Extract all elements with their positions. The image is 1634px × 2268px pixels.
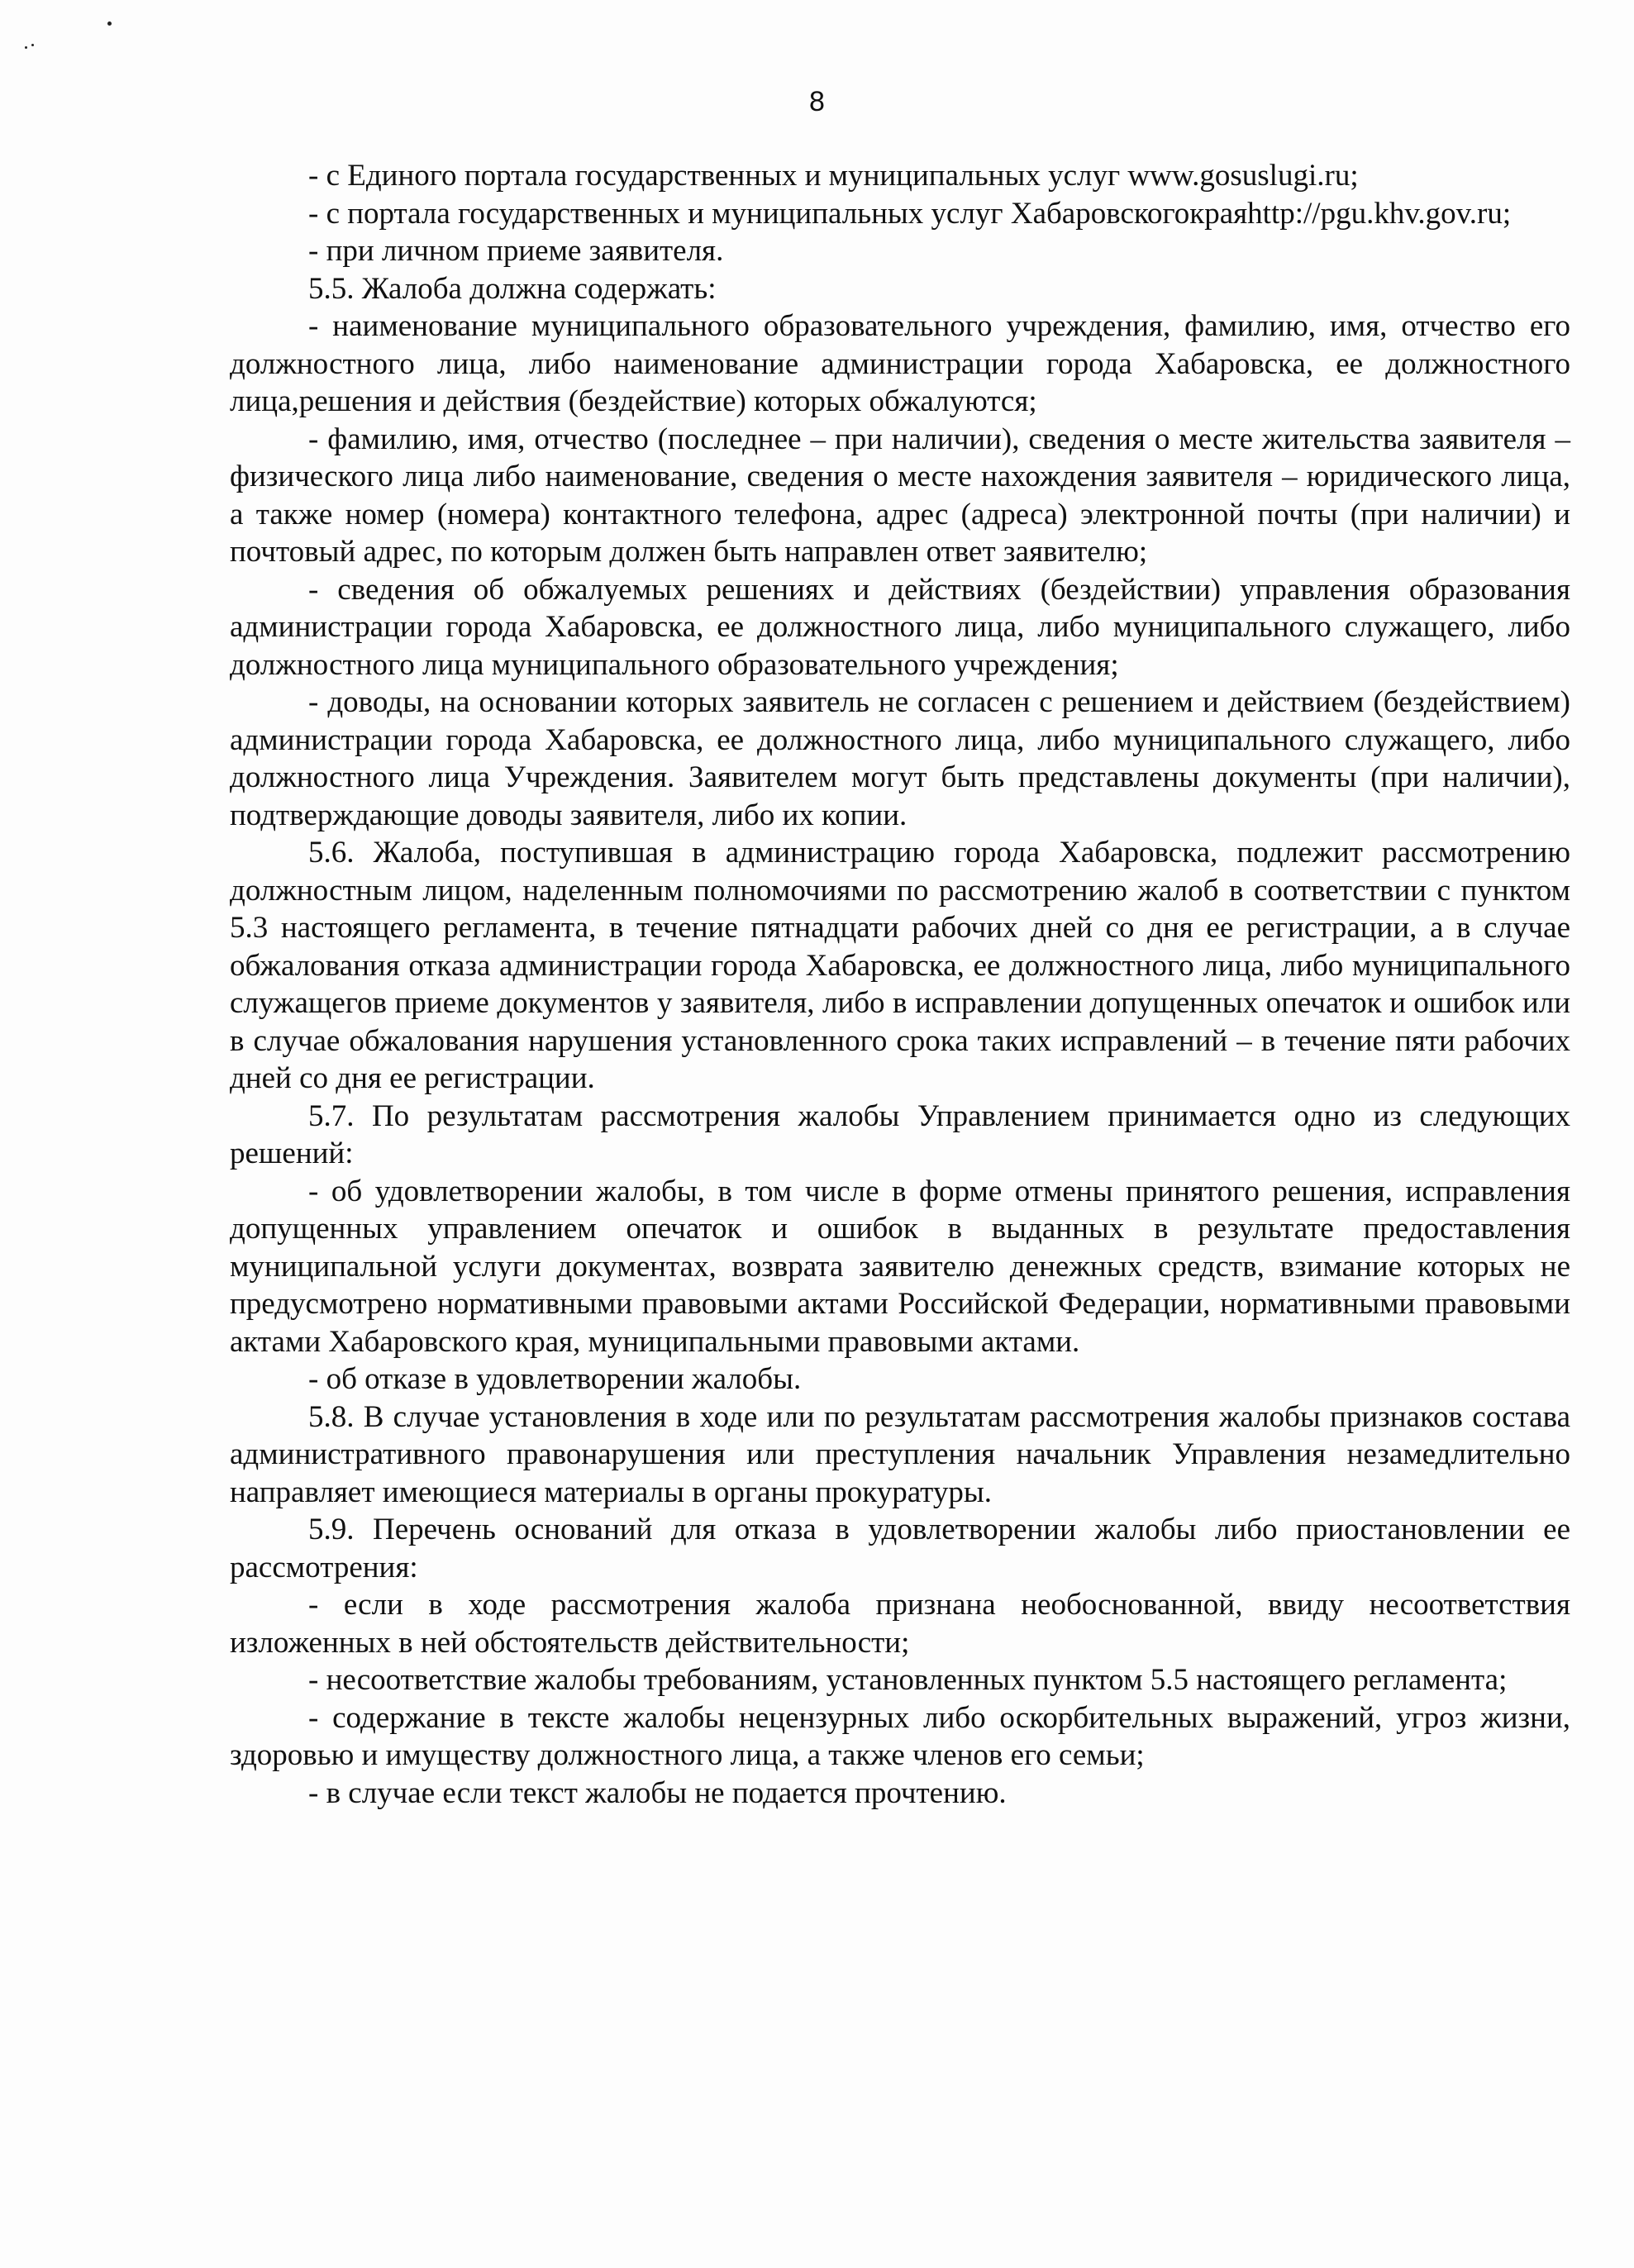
paragraph: 5.7. По результатам рассмотрения жалобы Управлением принимается одно из следующих решений: — [230, 1098, 1570, 1170]
paragraph: - доводы, на основании которых заявитель не согласен с решением и действием (бездействием) администрации города Хабаровска, ее должностного лица, либо муниципального служащего, либо должностного лица Учреждения. Заявителем могут быть представлены документы (при наличии), подтверждающие доводы заявителя, либо их копии. — [230, 685, 1570, 832]
scan-speck — [107, 21, 112, 26]
scan-speck — [31, 44, 34, 46]
paragraph: - наименование муниципального образовательного учреждения, фамилию, имя, отчество его должностного лица, либо наименование администрации города Хабаровска, ее должностного лица,решения и действия (бездействие) которых обжалуются; — [230, 309, 1570, 418]
scan-speck — [25, 46, 27, 49]
paragraph: - фамилию, имя, отчество (последнее – при наличии), сведения о месте жительства заявителя – физического лица либо наименование, сведения о месте нахождения заявителя – юридического лица, а также номер (номера) контактного телефона, адрес (адреса) электронной почты (при наличии) и почтовый адрес, по которым должен быть направлен ответ заявителю; — [230, 422, 1570, 569]
paragraph: - если в ходе рассмотрения жалоба признана необоснованной, ввиду несоответствия изложенных в ней обстоятельств действительности; — [230, 1588, 1570, 1660]
paragraph: 5.6. Жалоба, поступившая в администрацию города Хабаровска, подлежит рассмотрению должностным лицом, наделенным полномочиями по рассмотрению жалоб в соответствии с пунктом 5.3 настоящего регламента, в течение пятнадцати рабочих дней со дня ее регистрации, а в случае обжалования отказа администрации города Хабаровска, ее должностного лица, либо муниципального служащегов приеме документов у заявителя, либо в исправлении допущенных опечаток и ошибок или в случае обжалования нарушения установленного срока таких исправлений – в течение пяти рабочих дней со дня ее регистрации. — [230, 836, 1570, 1095]
page-number: 8 — [809, 86, 825, 117]
paragraph: 5.5. Жалоба должна содержать: — [308, 271, 717, 306]
paragraph: 5.9. Перечень оснований для отказа в удовлетворении жалобы либо приостановлении ее рассмотрения: — [230, 1513, 1570, 1584]
paragraph: - об отказе в удовлетворении жалобы. — [308, 1362, 802, 1396]
paragraph: - содержание в тексте жалобы нецензурных либо оскорбительных выражений, угроз жизни, здоровью и имуществу должностного лица, а также членов его семьи; — [230, 1700, 1570, 1772]
paragraph: - сведения об обжалуемых решениях и действиях (бездействии) управления образования администрации города Хабаровска, ее должностного лица, либо муниципального служащего, либо должностного лица муниципального образовательного учреждения; — [230, 572, 1570, 682]
paragraph: - при личном приеме заявителя. — [308, 234, 724, 268]
paragraph: - с Единого портала государственных и муниципальных услуг www.gosuslugi.ru; — [308, 159, 1359, 193]
paragraph: - несоответствие жалобы требованиям, установленных пунктом 5.5 настоящего регламента; — [308, 1663, 1508, 1697]
paragraph: - с портала государственных и муниципальных услуг Хабаровскогокраяhttp://pgu.khv.gov.ru; — [308, 196, 1512, 231]
document-body — [230, 157, 1570, 1812]
paragraph: - об удовлетворении жалобы, в том числе в форме отмены принятого решения, исправления допущенных управлением опечаток и ошибок в выданных в результате предоставления муниципальной услуги документах, возврата заявителю денежных средств, взимание которых не предусмотрено нормативными правовыми актами Российской Федерации, нормативными правовыми актами Хабаровского края, муниципальными правовыми актами. — [230, 1174, 1570, 1359]
paragraph: 5.8. В случае установления в ходе или по результатам рассмотрения жалобы признаков состава административного правонарушения или преступления начальник Управления незамедлительно направляет имеющиеся материалы в органы прокуратуры. — [230, 1399, 1570, 1509]
paragraph: - в случае если текст жалобы не подается прочтению. — [308, 1775, 1007, 1810]
